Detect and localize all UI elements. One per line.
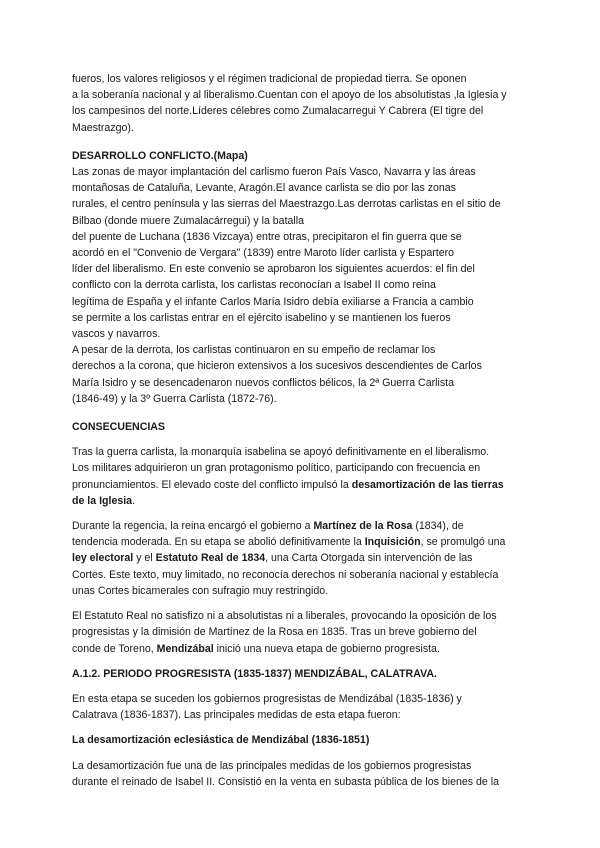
text-line: Calatrava (1836-1837). Las principales medidas de esta etapa fueron: [72,709,401,722]
text-line: Los militares adquirieron un gran protagonismo político, participando con frecuencia en [72,462,481,475]
text-span: tendencia moderada. En su etapa se abolió definitivamente la [72,536,365,549]
text-line: durante el reinado de Isabel II. Consistió en la venta en subasta pública de los bienes de la [72,775,499,788]
section-heading-consecuencias: CONSECUENCIAS [72,421,166,434]
bold-term: Martínez de la Rosa [313,520,413,533]
text-line: (1846-49) y la 3º Guerra Carlista (1872-76). [72,392,277,405]
text-line: María Isidro y se desencadenaron nuevos conflictos bélicos, la 2ª Guerra Carlista [72,376,454,389]
periodo-progresista-section [72,666,540,724]
bold-term: Mendizábal [156,642,214,655]
text-line [72,641,540,657]
bold-term: de la Iglesia [72,494,133,507]
text-line [72,550,540,566]
text-line: fueros, los valores religiosos y el régimen tradicional de propiedad tierra. Se oponen [72,73,467,85]
text-line [72,518,540,534]
text-line: En esta etapa se suceden los gobiernos progresistas de Mendizábal (1835-1836) y [72,692,462,705]
bold-term: Estatuto Real de 1834 [155,552,266,565]
text-line: La desamortización fue una de las principales medidas de los gobiernos progresistas [72,759,472,772]
text-line: líder del liberalismo. En este convenio se aprobaron los siguientes acuerdos: el fin del [72,263,475,276]
text-line: acordó en el "Convenio de Vergara" (1839) entre Maroto líder carlista y Espartero [72,247,455,260]
text-line: legítima de España y el infante Carlos María Isidro debía exiliarse a Francia a cambio [72,295,474,308]
text-line: del puente de Luchana (1836 Vizcaya) entre otras, precipitaron el fin guerra que se [72,230,462,243]
text-span: (1834), de [412,520,464,533]
section-heading-desamortizacion: La desamortización eclesiástica de Mendizábal (1836-1851) [72,734,370,747]
text-span: y el [133,552,156,565]
text-line: Las zonas de mayor implantación del carlismo fueron País Vasco, Navarra y las áreas [72,166,476,179]
text-line: Tras la guerra carlista, la monarquía isabelina se apoyó definitivamente en el liberalismo. [72,446,490,459]
consecuencias-section [72,419,540,657]
text-line: Maestrazgo). [72,121,134,134]
text-line: rurales, el centro península y las sierras del Maestrazgo.Las derrotas carlistas en el sitio de [72,198,501,211]
text-span: . [132,494,136,507]
text-line [72,477,540,493]
bold-term: ley electoral [72,552,134,565]
text-line: vascos y navarros. [72,328,161,341]
text-line: progresistas y la dimisión de Martínez de la Rosa en 1835. Tras un breve gobierno del [72,626,477,639]
text-line: El Estatuto Real no satisfizo ni a absolutistas ni a liberales, provocando la oposición de los [72,610,497,623]
text-span: pronunciamientos. El elevado coste del conflicto impulsó la [72,478,352,491]
intro-paragraph [72,71,540,136]
text-span: , se promulgó una [420,536,506,549]
text-line [72,534,540,550]
desamortizacion-section [72,732,540,790]
text-line: los campesinos del norte.Líderes célebres como Zumalacarregui Y Cabrera (El tigre del [72,105,484,118]
text-line: Bilbao (donde muere Zumalacárregui) y la batalla [72,214,305,227]
bold-term: Inquisición [364,536,421,549]
section-heading-periodo: A.1.2. PERIODO PROGRESISTA (1835-1837) MENDIZÁBAL, CALATRAVA. [72,667,437,680]
text-line: montañosas de Cataluña, Levante, Aragón.El avance carlista se dio por las zonas [72,182,456,195]
desarrollo-section [72,148,540,407]
text-line: conflicto con la derrota carlista, los carlistas reconocían a Isabel II como reina [72,279,436,292]
text-line: Cortes. Este texto, muy limitado, no reconocía derechos ni soberanía nacional y establecía [72,568,499,581]
text-span: Durante la regencia, la reina encargó el gobierno a [72,520,314,533]
text-line: derechos a la corona, que hicieron extensivos a los sucesivos descendientes de Carlos [72,360,482,373]
text-span: , una Carta Otorgada sin intervención de las [265,552,473,565]
bold-term: desamortización de las tierras [351,478,504,491]
section-heading-desarrollo: DESARROLLO CONFLICTO.(Mapa) [72,149,248,162]
text-span: inició una nueva etapa de gobierno progresista. [213,642,440,655]
text-line: se permite a los carlistas entrar en el ejército isabelino y se mantienen los fueros [72,311,451,324]
text-line: A pesar de la derrota, los carlistas continuaron en su empeño de reclamar los [72,344,436,357]
text-line [72,493,540,509]
text-span: conde de Toreno, [72,642,157,655]
text-line: a la soberanía nacional y al liberalismo.Cuentan con el apoyo de los absolutistas ,la Iglesia y [72,89,507,102]
text-line: unas Cortes bicamerales con sufragio muy restringido. [72,584,329,597]
